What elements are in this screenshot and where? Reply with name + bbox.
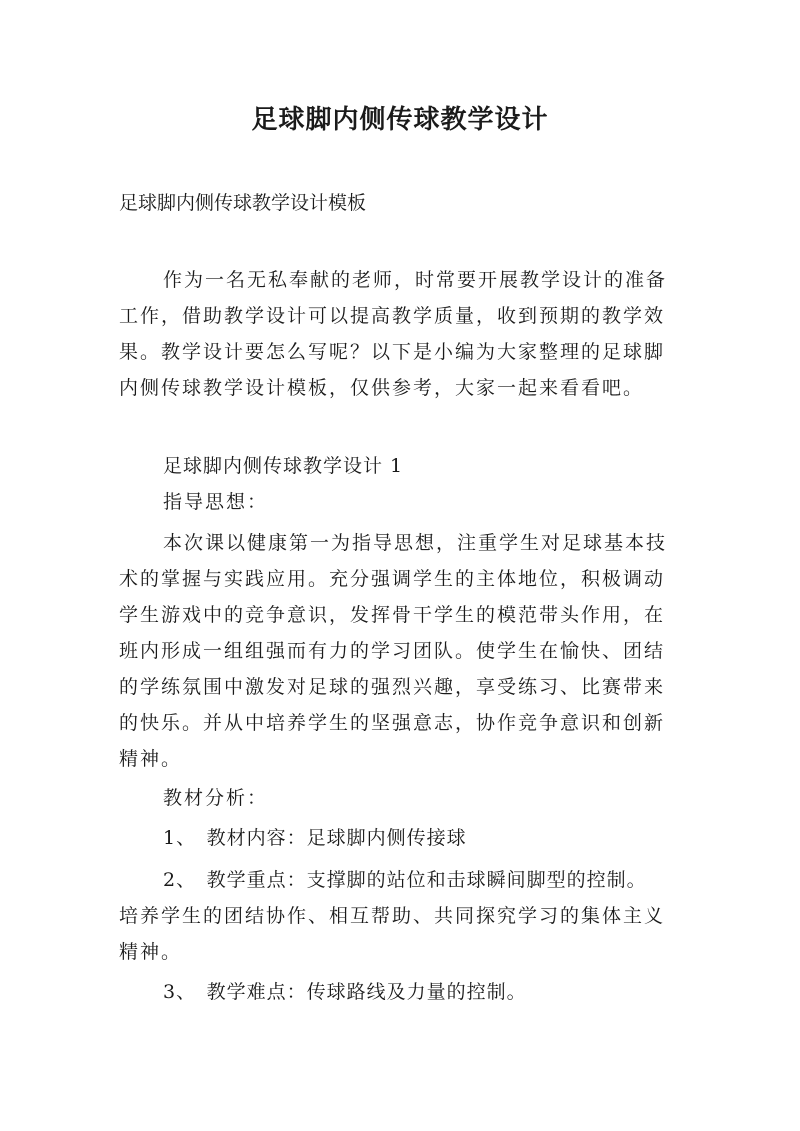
analysis-item-3: 3、 教学难点：传球路线及力量的控制。 bbox=[163, 981, 527, 1003]
guiding-line-6: 的快乐。并从中培养学生的坚强意志，协作竞争意识和创新 bbox=[119, 712, 666, 734]
guiding-line-1: 本次课以健康第一为指导思想，注重学生对足球基本技 bbox=[163, 532, 668, 554]
intro-line-2: 工作，借助教学设计可以提高教学质量，收到预期的教学效 bbox=[119, 305, 666, 327]
page-title: 足球脚内侧传球教学设计 bbox=[251, 105, 549, 135]
guiding-line-2: 术的掌握与实践应用。充分强调学生的主体地位，积极调动 bbox=[119, 568, 666, 590]
guiding-line-5: 的学练氛围中激发对足球的强烈兴趣，享受练习、比赛带来 bbox=[119, 676, 666, 698]
guiding-line-4: 班内形成一组组强而有力的学习团队。使学生在愉快、团结 bbox=[119, 640, 666, 662]
analysis-item-2-line-2: 培养学生的团结协作、相互帮助、共同探究学习的集体主义 bbox=[119, 905, 666, 927]
guiding-line-7: 精神。 bbox=[119, 748, 183, 770]
document-subtitle: 足球脚内侧传球教学设计模板 bbox=[119, 192, 367, 214]
guiding-label: 指导思想： bbox=[163, 491, 269, 513]
intro-line-1: 作为一名无私奉献的老师，时常要开展教学设计的准备 bbox=[163, 269, 668, 291]
analysis-label: 教材分析： bbox=[163, 787, 269, 809]
analysis-item-2-line-1: 2、 教学重点：支撑脚的站位和击球瞬间脚型的控制。 bbox=[163, 869, 647, 891]
intro-line-3: 果。教学设计要怎么写呢？以下是小编为大家整理的足球脚 bbox=[119, 341, 666, 363]
intro-line-4: 内侧传球教学设计模板，仅供参考，大家一起来看看吧。 bbox=[119, 377, 645, 399]
section-heading: 足球脚内侧传球教学设计 1 bbox=[163, 455, 404, 477]
guiding-line-3: 学生游戏中的竞争意识，发挥骨干学生的模范带头作用，在 bbox=[119, 604, 666, 626]
analysis-item-1: 1、 教材内容：足球脚内侧传接球 bbox=[163, 827, 467, 849]
analysis-item-2-line-3: 精神。 bbox=[119, 941, 183, 963]
